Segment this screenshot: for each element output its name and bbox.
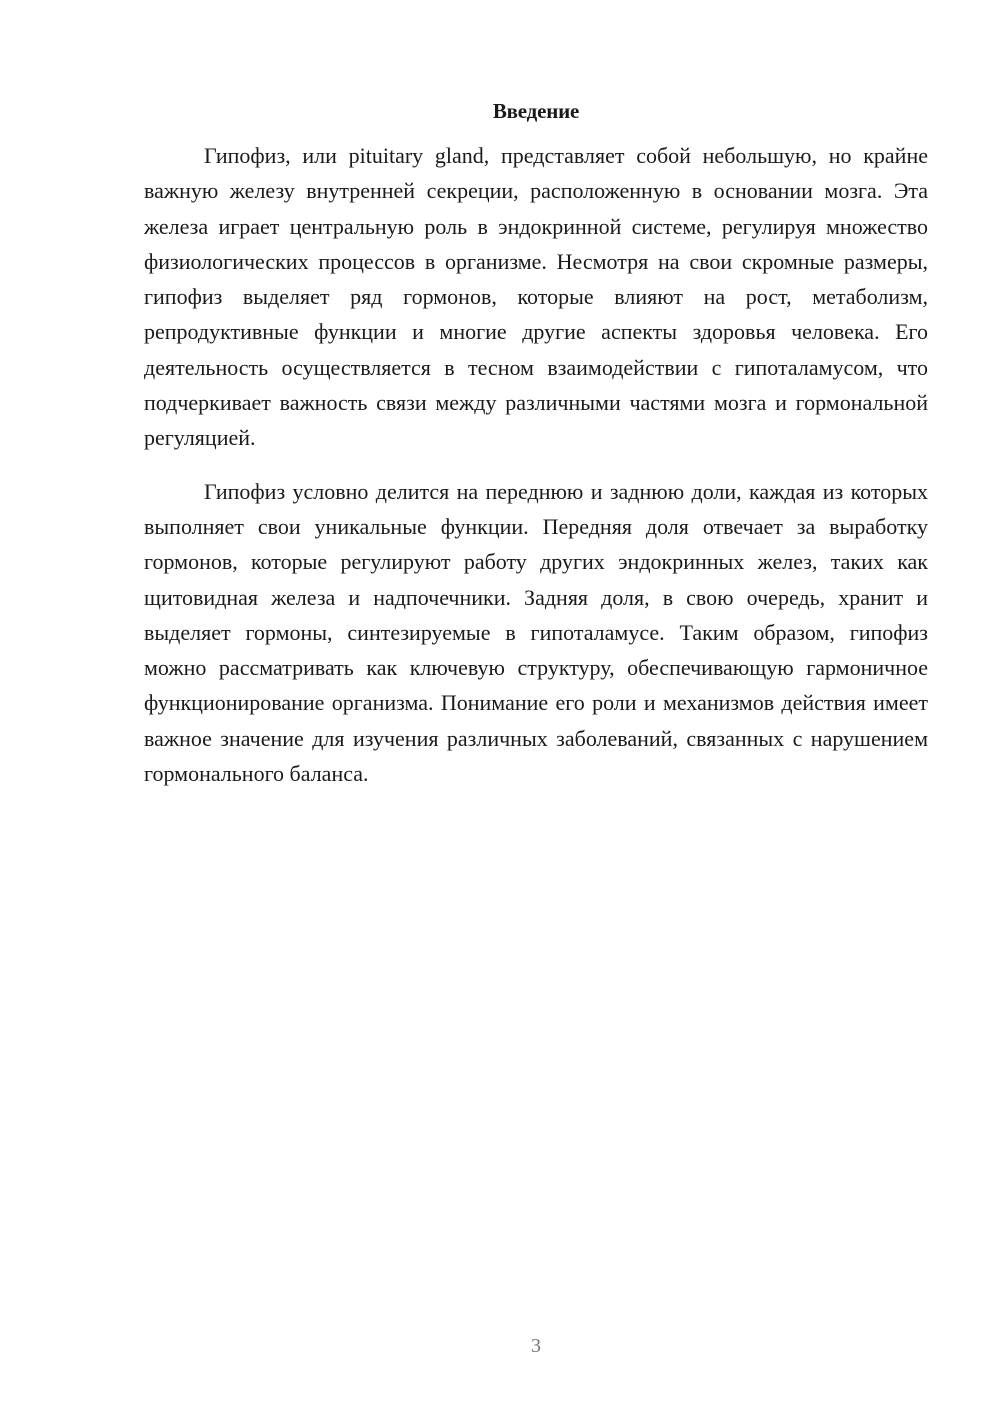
section-heading: Введение (492, 99, 580, 123)
page-number: 3 (531, 1335, 541, 1357)
page-content (144, 96, 928, 791)
paragraph-2: Гипофиз условно делится на переднюю и заднюю доли, каждая из которых выполняет свои уникальные функции. Передняя доля отвечает за выработку гормонов, которые регулируют работу других эндокринных желез, таких как щитовидная железа и надпочечники. Задняя доля, в свою очередь, хранит и выделяет гормоны, синтезируемые в гипоталамусе. Таким образом, гипофиз можно рассматривать как ключевую структуру, обеспечивающую гармоничное функционирование организма. Понимание его роли и механизмов действия имеет важное значение для изучения различных заболеваний, связанных с нарушением гормонального баланса. (144, 478, 928, 787)
paragraph-1: Гипофиз, или pituitary gland, представляет собой небольшую, но крайне важную железу внутренней секреции, расположенную в основании мозга. Эта железа играет центральную роль в эндокринной системе, регулируя множество физиологических процессов в организме. Несмотря на свои скромные размеры, гипофиз выделяет ряд гормонов, которые влияют на рост, метаболизм, репродуктивные функции и многие другие аспекты здоровья человека. Его деятельность осуществляется в тесном взаимодействии с гипоталамусом, что подчеркивает важность связи между различными частями мозга и гормональной регуляцией. (144, 143, 928, 451)
